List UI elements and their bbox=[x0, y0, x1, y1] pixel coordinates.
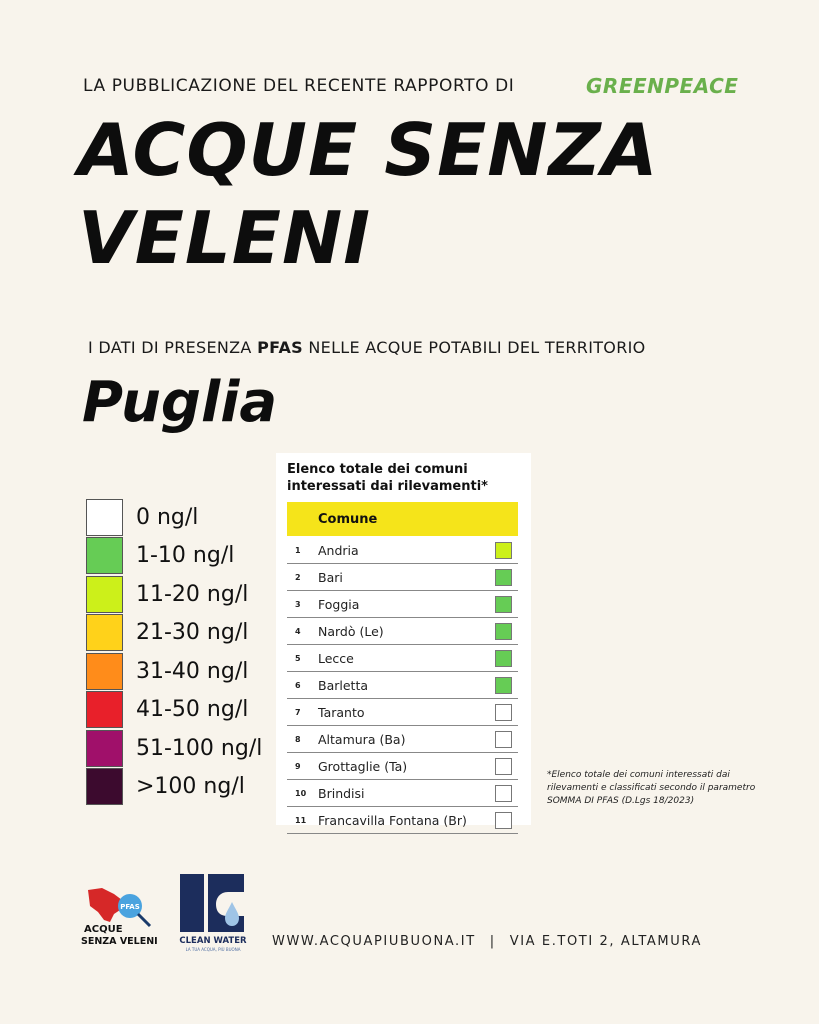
row-number: 6 bbox=[295, 680, 301, 690]
row-color-indicator bbox=[495, 596, 512, 613]
legend-swatch bbox=[86, 537, 123, 574]
footnote: *Elenco totale dei comuni interessati dai rilevamenti e classificati secondo il parametro SOMMA DI PFAS (D.Lgs 18/2023) bbox=[547, 770, 756, 806]
row-color-indicator bbox=[495, 731, 512, 748]
row-color-indicator bbox=[495, 785, 512, 802]
table-row bbox=[287, 618, 518, 645]
legend-swatch bbox=[86, 768, 123, 805]
row-comune: Nardò (Le) bbox=[318, 623, 384, 639]
row-comune: Foggia bbox=[318, 596, 360, 612]
title-line-1: ACQUE SENZA bbox=[78, 108, 659, 192]
table-row bbox=[287, 753, 518, 780]
row-comune: Brindisi bbox=[318, 785, 365, 801]
row-color-indicator bbox=[495, 542, 512, 559]
row-number: 3 bbox=[295, 599, 301, 609]
table-row bbox=[287, 645, 518, 672]
legend-item bbox=[86, 652, 262, 691]
row-number: 8 bbox=[295, 734, 301, 744]
footer bbox=[272, 934, 702, 949]
table-body bbox=[287, 537, 518, 834]
row-number: 5 bbox=[295, 653, 301, 663]
row-comune: Bari bbox=[318, 569, 343, 585]
row-comune: Grottaglie (Ta) bbox=[318, 758, 408, 774]
table-row bbox=[287, 672, 518, 699]
intro-text: LA PUBBLICAZIONE DEL RECENTE RAPPORTO DI bbox=[83, 76, 515, 96]
legend-swatch bbox=[86, 576, 123, 613]
table-row bbox=[287, 537, 518, 564]
legend-swatch bbox=[86, 730, 123, 767]
cw-tagline: LA TUA ACQUA, PIÙ BUONA bbox=[185, 947, 241, 952]
row-number: 10 bbox=[295, 788, 307, 798]
row-number: 1 bbox=[295, 545, 301, 555]
cw-name: CLEAN WATER bbox=[179, 936, 247, 946]
legend-item bbox=[86, 768, 262, 807]
table-row bbox=[287, 726, 518, 753]
region-title: Puglia bbox=[82, 370, 278, 435]
legend-label: 21-30 ng/l bbox=[136, 620, 249, 646]
row-number: 9 bbox=[295, 761, 301, 771]
row-color-indicator bbox=[495, 623, 512, 640]
legend-swatch bbox=[86, 653, 123, 690]
legend-label: >100 ng/l bbox=[136, 774, 245, 800]
row-comune: Altamura (Ba) bbox=[318, 731, 406, 747]
subtitle-post: NELLE ACQUE POTABILI DEL TERRITORIO bbox=[303, 338, 646, 357]
clean-water-logo bbox=[178, 872, 248, 954]
legend-label: 11-20 ng/l bbox=[136, 581, 249, 607]
acque-senza-veleni-logo bbox=[80, 886, 170, 948]
row-comune: Francavilla Fontana (Br) bbox=[318, 812, 467, 828]
row-color-indicator bbox=[495, 569, 512, 586]
table-row bbox=[287, 564, 518, 591]
table-caption: Elenco totale dei comuni interessati dai rilevamenti* bbox=[287, 462, 488, 494]
legend-swatch bbox=[86, 691, 123, 728]
row-comune: Lecce bbox=[318, 650, 354, 666]
legend-item bbox=[86, 691, 262, 730]
row-comune: Andria bbox=[318, 542, 359, 558]
legend-label: 41-50 ng/l bbox=[136, 697, 249, 723]
row-number: 7 bbox=[295, 707, 301, 717]
row-number: 4 bbox=[295, 626, 301, 636]
row-number: 11 bbox=[295, 815, 307, 825]
column-header-comune: Comune bbox=[318, 511, 378, 527]
subtitle-pre: I DATI DI PRESENZA bbox=[88, 338, 258, 357]
row-color-indicator bbox=[495, 677, 512, 694]
table-row bbox=[287, 591, 518, 618]
legend-label: 51-100 ng/l bbox=[136, 735, 263, 761]
table-header bbox=[287, 502, 518, 536]
table-row bbox=[287, 780, 518, 807]
legend-item bbox=[86, 575, 262, 614]
legend-item bbox=[86, 729, 262, 768]
legend-item bbox=[86, 498, 262, 537]
legend-item bbox=[86, 537, 262, 576]
row-color-indicator bbox=[495, 758, 512, 775]
legend-swatch bbox=[86, 614, 123, 651]
legend bbox=[86, 498, 262, 806]
footer-separator: | bbox=[489, 934, 496, 949]
asv-badge: PFAS bbox=[120, 903, 140, 911]
table-row bbox=[287, 807, 518, 834]
legend-label: 1-10 ng/l bbox=[136, 543, 235, 569]
row-number: 2 bbox=[295, 572, 301, 582]
asv-line-2: SENZA VELENI bbox=[81, 936, 158, 947]
row-comune: Taranto bbox=[318, 704, 365, 720]
title-line-2: VELENI bbox=[78, 196, 372, 280]
legend-label: 0 ng/l bbox=[136, 504, 199, 530]
row-color-indicator bbox=[495, 812, 512, 829]
page-title bbox=[78, 106, 798, 282]
subtitle bbox=[88, 338, 646, 357]
asv-line-1: ACQUE bbox=[84, 924, 123, 935]
legend-item bbox=[86, 614, 262, 653]
greenpeace-logo: GREENPEACE bbox=[586, 74, 739, 98]
row-comune: Barletta bbox=[318, 677, 368, 693]
subtitle-bold: PFAS bbox=[257, 338, 303, 357]
table-row bbox=[287, 699, 518, 726]
legend-swatch bbox=[86, 499, 123, 536]
website-link[interactable]: WWW.ACQUAPIUBUONA.IT bbox=[272, 934, 476, 949]
legend-label: 31-40 ng/l bbox=[136, 658, 249, 684]
address-text: VIA E.TOTI 2, ALTAMURA bbox=[509, 934, 702, 949]
row-color-indicator bbox=[495, 704, 512, 721]
row-color-indicator bbox=[495, 650, 512, 667]
